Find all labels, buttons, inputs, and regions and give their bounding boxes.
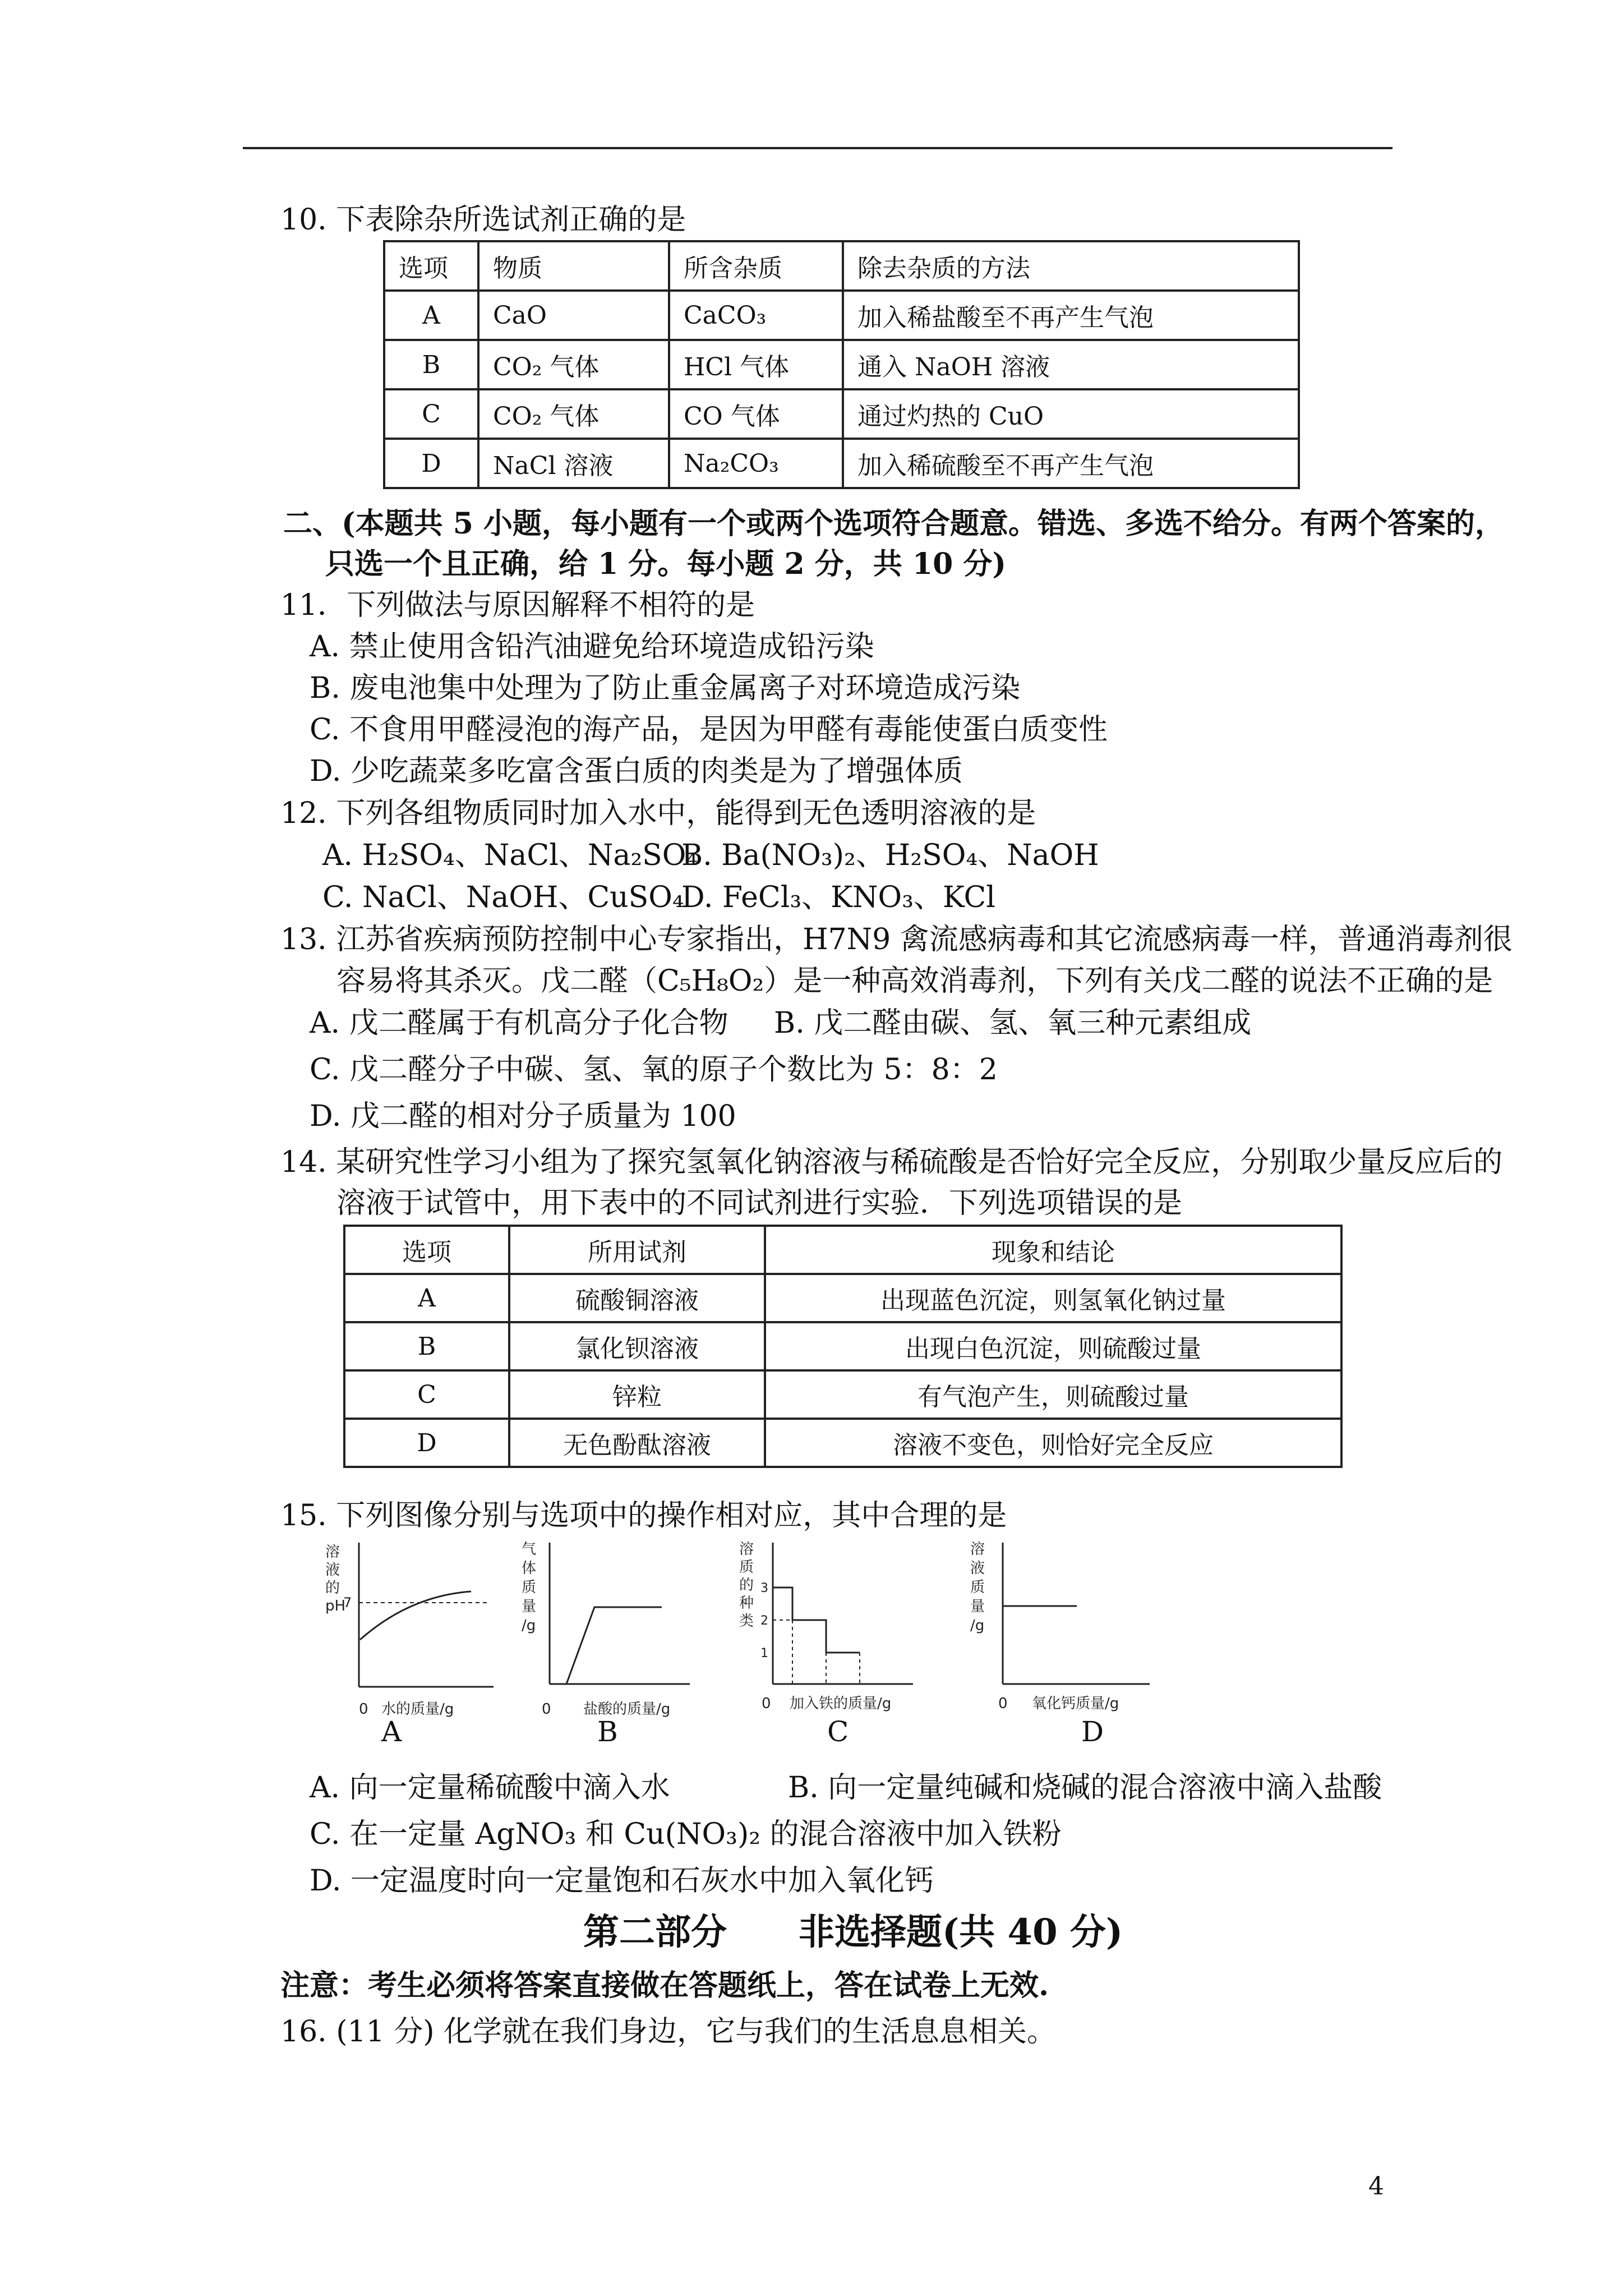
graph-b-ylabel: 量 [522,1598,537,1615]
q16-stem: 16. (11 分) 化学就在我们身边，它与我们的生活息息相关。 [280,2015,1057,2049]
q13-stem-line1: 13. 江苏省疾病预防控制中心专家指出，H7N9 禽流感病毒和其它流感病毒一样，普通消毒剂很 [280,923,1513,956]
graph-c-tick-2: 2 [760,1614,768,1628]
graph-c-caption: C [827,1715,849,1748]
table-header-cell: 选项 [384,241,478,291]
q15-option-a: A. 向一定量稀硫酸中滴入水 [310,1771,670,1805]
graph-a-ylabel: 液 [325,1562,340,1579]
table-cell: CaCO₃ [669,291,843,340]
graph-a-caption: A [381,1715,402,1748]
table-header-row [344,1226,1341,1274]
q15-option-c: C. 在一定量 AgNO₃ 和 Cu(NO₃)₂ 的混合溶液中加入铁粉 [310,1818,1062,1851]
graph-d-ylabel: 溶 [970,1541,985,1558]
q15-stem: 15. 下列图像分别与选项中的操作相对应，其中合理的是 [280,1499,1007,1533]
graph-c-ylabel: 溶 [739,1541,754,1558]
graph-c [739,1537,924,1728]
q14-stem-line1: 14. 某研究性学习小组为了探究氢氧化钠溶液与稀硫酸是否恰好完全反应，分别取少量反应后的 [280,1145,1503,1179]
graph-c-ylabel: 质 [739,1559,754,1576]
table-row [344,1322,1341,1370]
graph-d-ylabel: /g [970,1617,985,1634]
graph-c-ylabel: 类 [739,1613,754,1630]
q12-option-d: D. FeCl₃、KNO₃、KCl [681,881,995,914]
section2-line2: 只选一个且正确，给 1 分。每小题 2 分，共 10 分) [325,547,1006,581]
graph-c-ylabel: 的 [739,1577,754,1594]
q11-stem: 11．下列做法与原因解释不相符的是 [280,588,755,622]
table-header-cell: 物质 [478,241,669,291]
table-row [344,1274,1341,1322]
graph-d-ylabel: 质 [970,1579,985,1596]
graph-d-svg [970,1537,1161,1728]
graph-a-ylabel: 的 [325,1580,340,1596]
graph-a-tick-7: 7 [343,1595,352,1611]
table-cell: A [344,1274,509,1322]
q14-table [343,1225,1343,1468]
table-cell: NaCl 溶液 [478,439,669,488]
table-cell: 溶液不变色，则恰好完全反应 [765,1419,1341,1467]
q13-option-c: C. 戊二醛分子中碳、氢、氧的原子个数比为 5：8：2 [310,1053,998,1087]
graph-b-ylabel: /g [522,1617,536,1634]
graph-a-curve [360,1591,471,1640]
table-header-cell: 除去杂质的方法 [843,241,1299,291]
graph-b-ylabel: 体 [522,1560,537,1577]
graph-d [970,1537,1161,1728]
q10-stem: 10. 下表除杂所选试剂正确的是 [280,203,686,237]
table-cell: HCl 气体 [669,340,843,389]
table-header-cell: 选项 [344,1226,509,1274]
table-cell: CaO [478,291,669,340]
graph-a-ylabel: pH [325,1598,346,1614]
q12-option-b: B. Ba(NO₃)₂、H₂SO₄、NaOH [681,839,1099,872]
graph-c-svg [739,1537,924,1728]
table-cell: CO₂ 气体 [478,389,669,439]
table-header-cell: 所含杂质 [669,241,843,291]
graph-d-origin: 0 [998,1695,1008,1712]
table-header-cell: 现象和结论 [765,1226,1341,1274]
q13-option-d: D. 戊二醛的相对分子质量为 100 [310,1099,736,1133]
table-cell: 氯化钡溶液 [509,1322,765,1370]
graph-b-origin: 0 [542,1701,551,1718]
table-cell: 有气泡产生，则硫酸过量 [765,1370,1341,1419]
table-cell: B [384,340,478,389]
q12-option-c: C. NaCl、NaOH、CuSO₄ [322,881,684,914]
graph-d-ylabel: 量 [970,1598,985,1615]
table-cell: A [384,291,478,340]
q11-option-a: A. 禁止使用含铅汽油避免给环境造成铅污染 [310,630,874,664]
graph-a-svg [325,1540,505,1731]
table-header-row [384,241,1299,291]
graph-a-ylabel: 溶 [325,1544,340,1561]
graph-b-xlabel: 盐酸的质量/g [583,1701,671,1718]
q11-option-c: C. 不食用甲醛浸泡的海产品，是因为甲醛有毒能使蛋白质变性 [310,713,1108,747]
graph-c-step-line [773,1588,860,1653]
graph-b [522,1537,701,1728]
table-cell: 通入 NaOH 溶液 [843,340,1299,389]
q13-option-a: A. 戊二醛属于有机高分子化合物 [310,1006,728,1040]
table-row [384,389,1299,439]
table-cell: 出现蓝色沉淀，则氢氧化钠过量 [765,1274,1341,1322]
graph-c-ylabel: 种 [739,1595,754,1612]
table-cell: 无色酚酞溶液 [509,1419,765,1467]
table-cell: 加入稀盐酸至不再产生气泡 [843,291,1299,340]
part2-title: 第二部分 非选择题(共 40 分) [583,1911,1123,1953]
table-cell: CO 气体 [669,389,843,439]
header-rule [243,147,1393,149]
table-cell: 出现白色沉淀，则硫酸过量 [765,1322,1341,1370]
graph-b-caption: B [597,1715,618,1748]
table-cell: Na₂CO₃ [669,439,843,488]
table-row [344,1419,1341,1467]
section2-line1: 二、(本题共 5 小题，每小题有一个或两个选项符合题意。错选、多选不给分。有两个答案的， [283,507,1504,541]
graph-b-ylabel: 气 [522,1541,537,1558]
q12-stem: 12. 下列各组物质同时加入水中，能得到无色透明溶液的是 [280,797,1036,830]
q12-option-a: A. H₂SO₄、NaCl、Na₂SO₄ [322,839,698,872]
graph-d-caption: D [1081,1715,1104,1748]
table-cell: 锌粒 [509,1370,765,1419]
q14-stem-line2: 溶液于试管中，用下表中的不同试剂进行实验．下列选项错误的是 [336,1186,1183,1220]
table-row [344,1370,1341,1419]
graph-a [325,1540,505,1731]
table-row [384,340,1299,389]
graph-c-tick-3: 3 [760,1581,768,1595]
graph-b-line [566,1607,662,1684]
q13-stem-line2: 容易将其杀灭。戊二醛（C₅H₈O₂）是一种高效消毒剂，下列有关戊二醛的说法不正确的是 [336,964,1493,998]
q15-option-b: B. 向一定量纯碱和烧碱的混合溶液中滴入盐酸 [788,1771,1382,1805]
graph-c-tick-1: 1 [760,1646,768,1660]
table-cell: 通过灼热的 CuO [843,389,1299,439]
table-header-cell: 所用试剂 [509,1226,765,1274]
table-row [384,439,1299,488]
table-cell: CO₂ 气体 [478,340,669,389]
part2-notice: 注意：考生必须将答案直接做在答题纸上，答在试卷上无效. [280,1968,1049,2003]
q11-option-b: B. 废电池集中处理为了防止重金属离子对环境造成污染 [310,671,1021,705]
graph-c-xlabel: 加入铁的质量/g [790,1695,892,1712]
table-cell: B [344,1322,509,1370]
table-row [384,291,1299,340]
table-cell: 硫酸铜溶液 [509,1274,765,1322]
graph-b-ylabel: 质 [522,1579,537,1596]
q15-option-d: D. 一定温度时向一定量饱和石灰水中加入氧化钙 [310,1864,934,1898]
graph-a-origin: 0 [359,1701,368,1718]
graph-d-ylabel: 液 [970,1560,985,1577]
table-cell: 加入稀硫酸至不再产生气泡 [843,439,1299,488]
page-number: 4 [1368,2172,1384,2201]
graph-c-origin: 0 [762,1695,771,1712]
table-cell: D [384,439,478,488]
graph-b-svg [522,1537,701,1728]
q11-option-d: D. 少吃蔬菜多吃富含蛋白质的肉类是为了增强体质 [310,754,963,788]
graph-d-xlabel: 氧化钙质量/g [1032,1695,1119,1712]
q13-option-b: B. 戊二醛由碳、氢、氧三种元素组成 [774,1006,1252,1040]
table-cell: D [344,1419,509,1467]
table-cell: C [384,389,478,439]
q10-table [383,240,1300,489]
table-cell: C [344,1370,509,1419]
graph-a-xlabel: 水的质量/g [381,1701,454,1718]
